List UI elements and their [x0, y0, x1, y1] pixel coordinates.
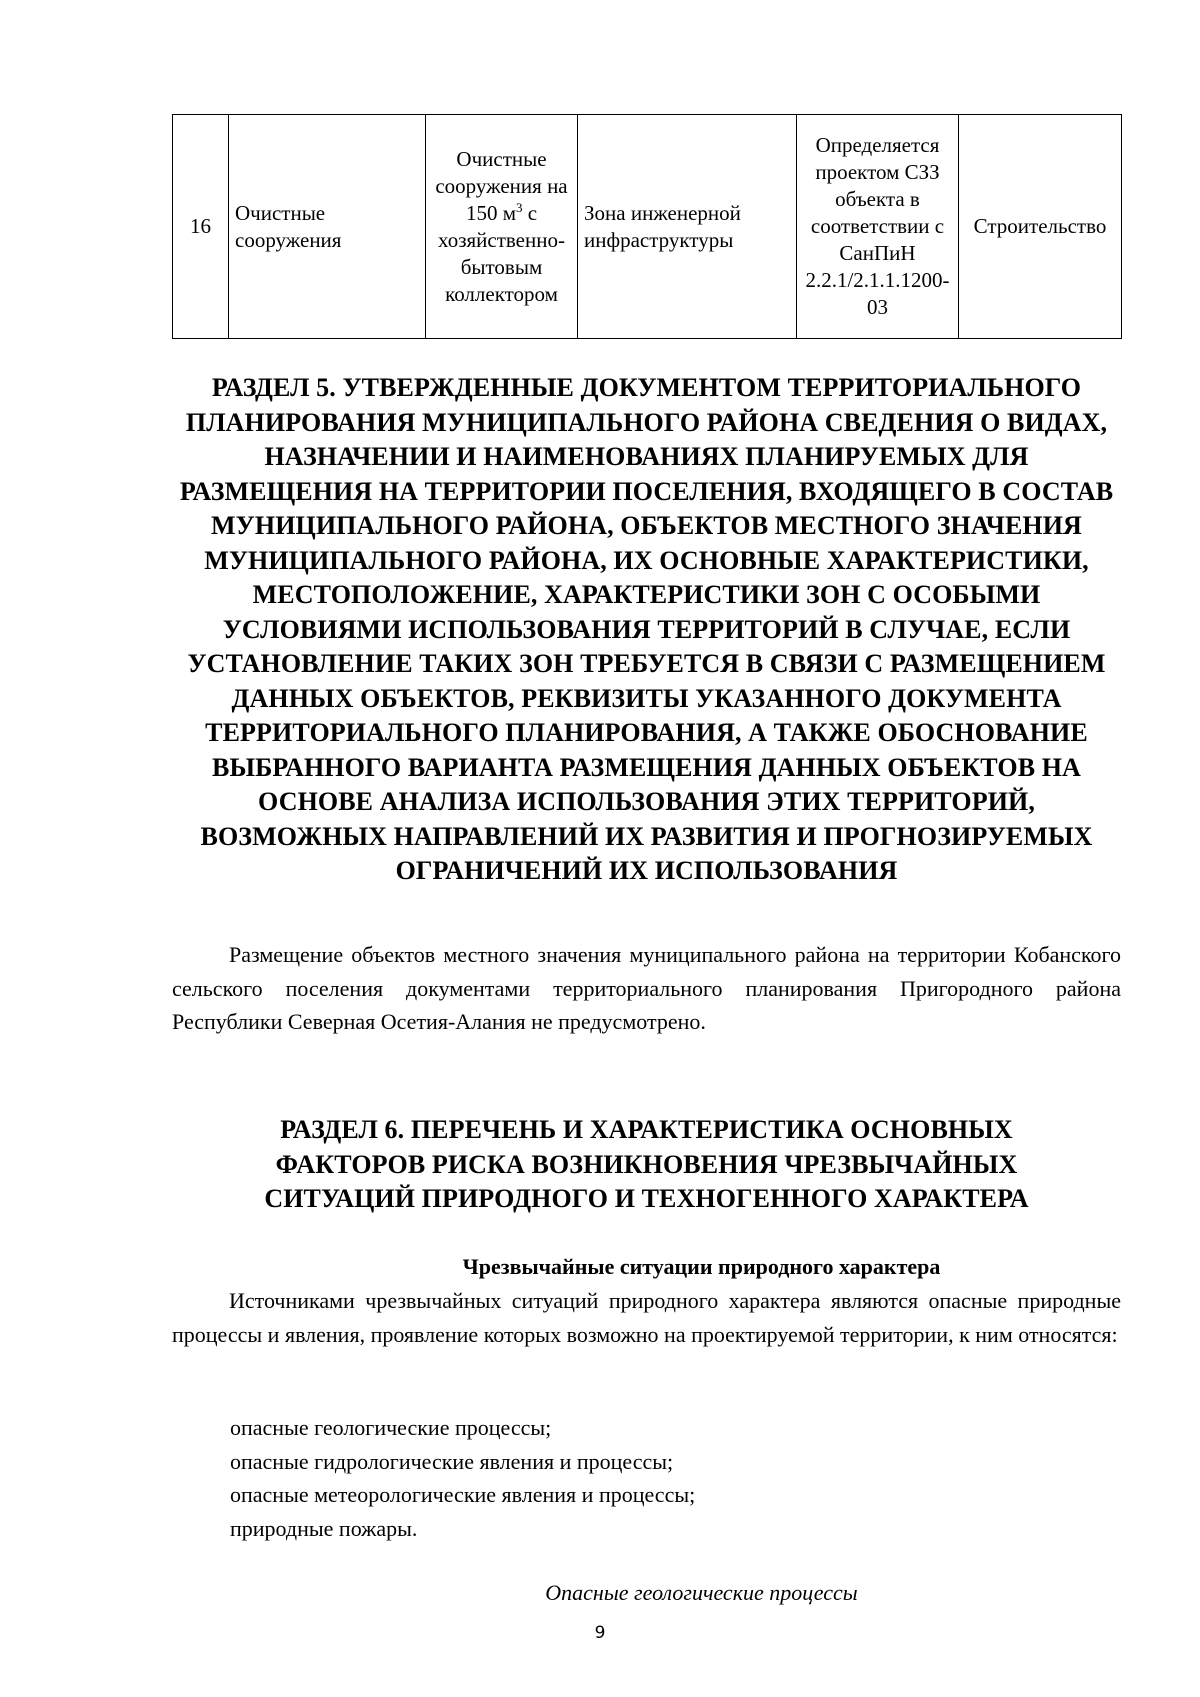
- list-item: опасные гидрологические явления и процессы;: [230, 1448, 674, 1474]
- section-6-title: РАЗДЕЛ 6. ПЕРЕЧЕНЬ И ХАРАКТЕРИСТИКА ОСНОВНЫХ ФАКТОРОВ РИСКА ВОЗНИКНОВЕНИЯ ЧРЕЗВЫЧАЙНЫХ СИТУАЦИЙ ПРИРОДНОГО И ТЕХНОГЕННОГО ХАРАКТЕРА: [264, 1115, 1029, 1213]
- object-description: Очистные сооружения на 150 $м^3$ с хозяйственно-бытовым коллектором: [426, 115, 578, 339]
- section-6-paragraph: Источниками чрезвычайных ситуаций природного характера являются опасные природные процессы и явления, проявление которых возможно на проектируемой территории, к ним относятся:: [172, 1288, 1121, 1347]
- hazard-list: [230, 1411, 1110, 1545]
- section-6-subtitle: Чрезвычайные ситуации природного характера: [462, 1254, 941, 1279]
- page-number: 9: [594, 1623, 606, 1643]
- section-5-title: РАЗДЕЛ 5. УТВЕРЖДЕННЫЕ ДОКУМЕНТОМ ТЕРРИТОРИАЛЬНОГО ПЛАНИРОВАНИЯ МУНИЦИПАЛЬНОГО РАЙОНА СВЕДЕНИЯ О ВИДАХ, НАЗНАЧЕНИИ И НАИМЕНОВАНИЯХ ПЛАНИРУЕМЫХ ДЛЯ РАЗМЕЩЕНИЯ НА ТЕРРИТОРИИ ПОСЕЛЕНИЯ, ВХОДЯЩЕГО В СОСТАВ МУНИЦИПАЛЬНОГО РАЙОНА, ОБЪЕКТОВ МЕСТНОГО ЗНАЧЕНИЯ МУНИЦИПАЛЬНОГО РАЙОНА, ИХ ОСНОВНЫЕ ХАРАКТЕРИСТИКИ, МЕСТОПОЛОЖЕНИЕ, ХАРАКТЕРИСТИКИ ЗОН С ОСОБЫМИ УСЛОВИЯМИ ИСПОЛЬЗОВАНИЯ ТЕРРИТОРИЙ В СЛУЧАЕ, ЕСЛИ УСТАНОВЛЕНИЕ ТАКИХ ЗОН ТРЕБУЕТСЯ В СВЯЗИ С РАЗМЕЩЕНИЕМ ДАННЫХ ОБЪЕКТОВ, РЕКВИЗИТЫ УКАЗАННОГО ДОКУМЕНТА ТЕРРИТОРИАЛЬНОГО ПЛАНИРОВАНИЯ, А ТАКЖЕ ОБОСНОВАНИЕ ВЫБРАННОГО ВАРИАНТА РАЗМЕЩЕНИЯ ДАННЫХ ОБЪЕКТОВ НА ОСНОВЕ АНАЛИЗА ИСПОЛЬЗОВАНИЯ ЭТИХ ТЕРРИТОРИЙ, ВОЗМОЖНЫХ НАПРАВЛЕНИЙ ИХ РАЗВИТИЯ И ПРОГНОЗИРУЕМЫХ ОГРАНИЧЕНИЙ ИХ ИСПОЛЬЗОВАНИЯ: [179, 373, 1114, 885]
- list-item: опасные метеорологические явления и процессы;: [230, 1482, 696, 1507]
- geological-processes-subtitle: Опасные геологические процессы: [545, 1580, 858, 1605]
- object-zone: Зона инженерной инфраструктуры: [578, 115, 797, 339]
- list-item: природные пожары.: [230, 1515, 418, 1541]
- objects-table: [172, 114, 1122, 339]
- list-item: опасные геологические процессы;: [230, 1415, 552, 1440]
- object-status: Строительство: [959, 115, 1122, 339]
- row-number: 16: [173, 115, 229, 339]
- object-name: Очистные сооружения: [229, 115, 426, 339]
- table-row: [173, 115, 1122, 339]
- section-5-paragraph: Размещение объектов местного значения муниципального района на территории Кобанского сельского поселения документами территориального планирования Пригородного района Республики Северная Осетия-Алания не предусмотрено.: [172, 942, 1121, 1034]
- sanitary-zone: Определяется проектом СЗЗ объекта в соответствии с СанПиН 2.2.1/2.1.1.1200-03: [797, 115, 959, 339]
